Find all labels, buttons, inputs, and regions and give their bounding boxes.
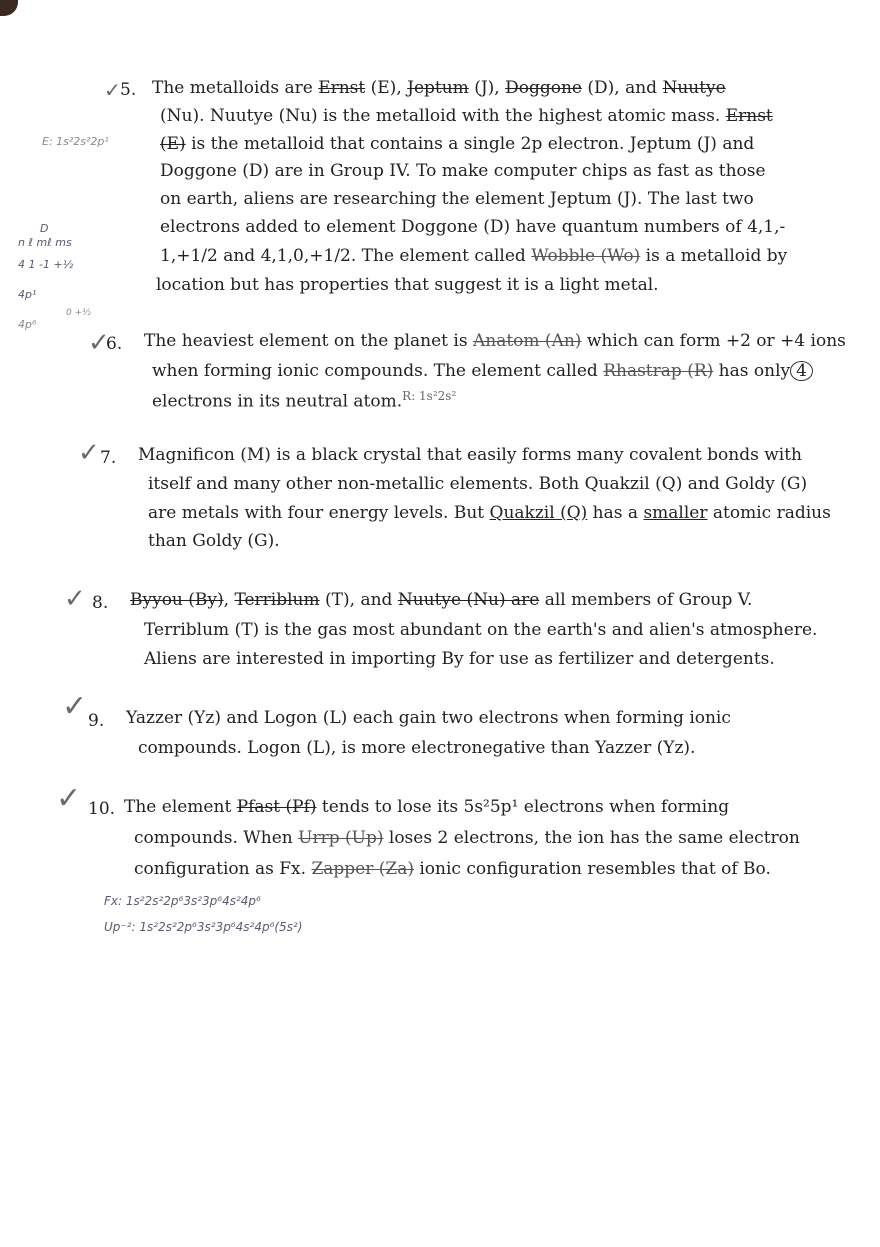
q5-line-7: 1,+1/2 and 4,1,0,+1/2. The element called Wobble (Wo) is a metalloid by [160,246,788,266]
margin-note-quantum-row: 4 1 -1 +½ [18,258,74,271]
handwritten-note-up-config: Up⁻²: 1s²2s²2p⁶3s²3p⁶4s²4p⁶(5s²) [104,920,303,934]
handwritten-note-fx-config: Fx: 1s²2s²2p⁶3s²3p⁶4s²4p⁶ [104,894,261,908]
checkmark-icon: ✓ [88,328,110,358]
q5-line-4: Doggone (D) are in Group IV. To make computer chips as fast as those [160,161,766,181]
question-number-7: 7. [100,448,117,468]
q8-line-3: Aliens are interested in importing By for use as fertilizer and detergents. [144,649,775,669]
q10-line-3: configuration as Fx. Zapper (Za) ionic configuration resembles that of Bo. [134,859,771,879]
inline-note-r-config: R: 1s²2s² [402,389,457,403]
checkmark-icon: ✓ [56,781,82,816]
q7-line-4: than Goldy (G). [148,531,280,551]
q9-line-2: compounds. Logon (L), is more electronegative than Yazzer (Yz). [138,738,696,758]
q10-line-2: compounds. When Urrp (Up) loses 2 electrons, the ion has the same electron [134,828,800,848]
question-number-5: 5. [120,80,137,100]
q10-line-1: The element Pfast (Pf) tends to lose its 5s²5p¹ electrons when forming [124,797,730,817]
q6-line-2: when forming ionic compounds. The element called Rhastrap (R) has only 4 [152,361,813,381]
circled-answer: 4 [790,361,813,381]
checkmark-icon: ✓ [104,78,121,102]
q8-line-1: Byyou (By), Terriblum (T), and Nuutye (Nu) are all members of Group V. [130,590,753,610]
q7-line-3: are metals with four energy levels. But Quakzil (Q) has a smaller atomic radius [148,503,831,523]
page-corner-mark [0,0,18,16]
q6-line-3: electrons in its neutral atom.$^{R: 1s^22s^2}$ [152,389,457,412]
q9-line-1: Yazzer (Yz) and Logon (L) each gain two electrons when forming ionic [126,708,731,728]
margin-note-e-config: E: 1s²2s²2p¹ [42,135,109,148]
question-number-9: 9. [88,711,105,731]
margin-note-4p1: 4p¹ [18,288,37,301]
q8-line-2: Terriblum (T) is the gas most abundant on the earth's and alien's atmosphere. [144,620,818,640]
margin-note-4p6: 4p⁶ [18,318,37,331]
q5-line-2: (Nu). Nuutye (Nu) is the metalloid with the highest atomic mass. Ernst [160,106,773,126]
q5-line-8: location but has properties that suggest it is a light metal. [156,275,659,295]
margin-note-d: D [40,222,49,235]
q5-line-1: The metalloids are Ernst (E), Jeptum (J), Doggone (D), and Nuutye [152,78,726,98]
q5-line-6: electrons added to element Doggone (D) have quantum numbers of 4,1,- [160,217,786,237]
q7-line-1: Magnificon (M) is a black crystal that easily forms many covalent bonds with [138,445,802,465]
q5-line-5: on earth, aliens are researching the element Jeptum (J). The last two [160,189,754,209]
checkmark-icon: ✓ [64,584,86,614]
margin-note-quantum-header: n ℓ mℓ ms [18,236,72,249]
checkmark-icon: ✓ [78,438,100,468]
q7-line-2: itself and many other non-metallic elements. Both Quakzil (Q) and Goldy (G) [148,474,808,494]
question-number-10: 10. [88,799,116,819]
q6-line-1: The heaviest element on the planet is Anatom (An) which can form +2 or +4 ions [144,331,846,351]
q5-line-3: (E) is the metalloid that contains a single 2p electron. Jeptum (J) and [160,134,755,154]
question-number-8: 8. [92,593,109,613]
question-number-6: 6. [106,334,123,354]
margin-note-small: 0 +½ [66,308,91,318]
checkmark-icon: ✓ [62,689,88,724]
